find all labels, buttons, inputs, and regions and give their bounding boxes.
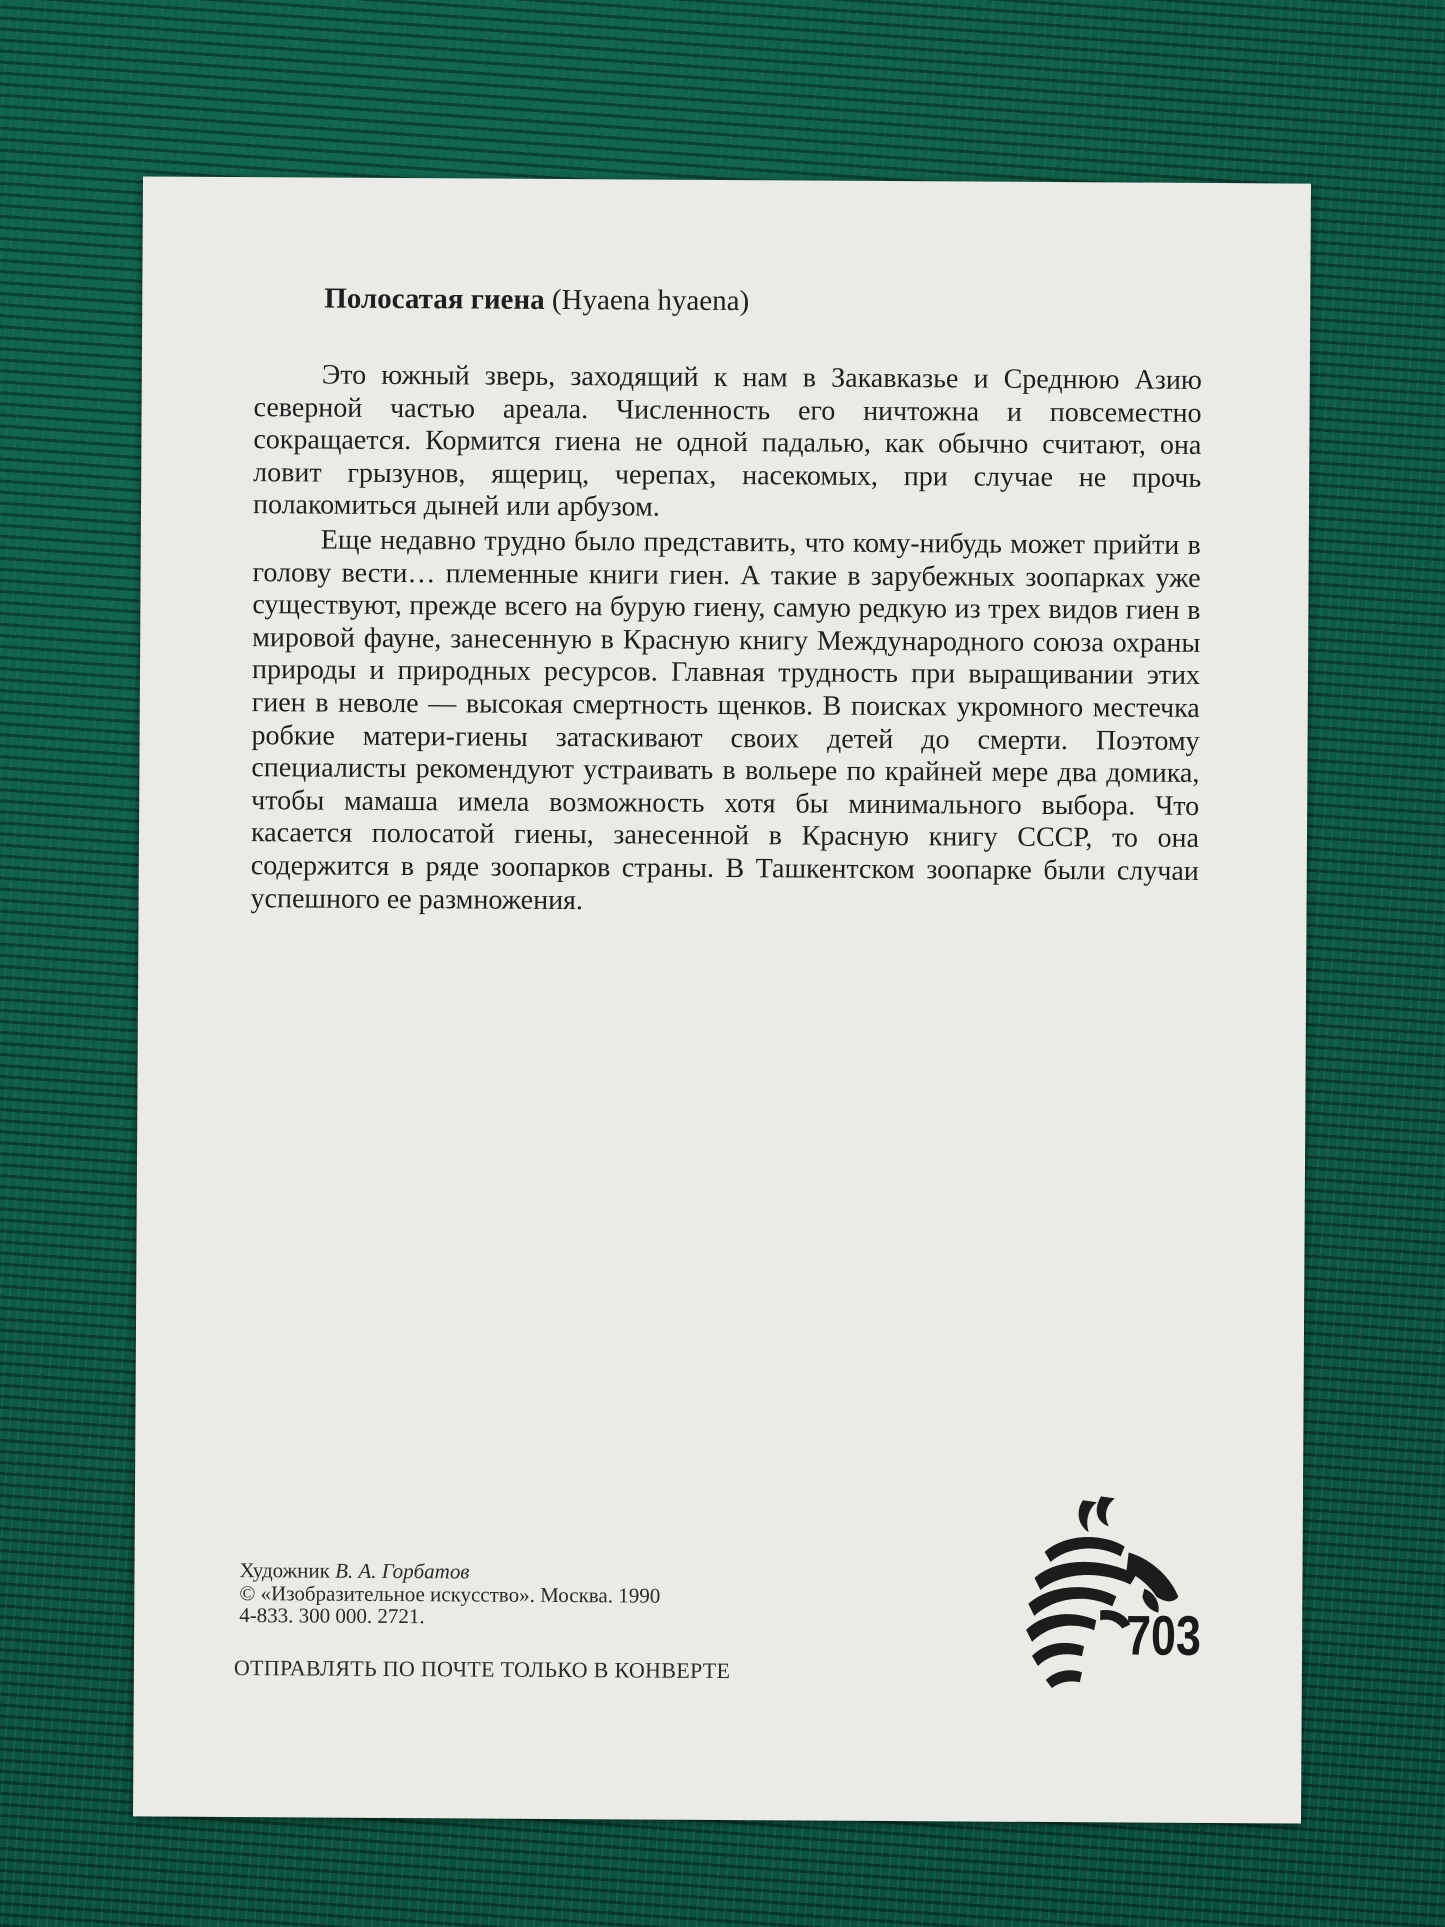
postcard-back: [133, 176, 1311, 1823]
logo-number: 703: [1125, 1603, 1202, 1667]
credits: [239, 1559, 660, 1629]
code-line: 4-833. 300 000. 2721.: [239, 1603, 425, 1629]
artist-name: В. А. Горбатов: [335, 1558, 470, 1584]
title-russian: Полосатая гиена: [324, 282, 545, 316]
artist-line: [239, 1559, 660, 1584]
paragraph-2: Еще недавно трудно было представить, что кому-нибудь может прийти в голову вести… племенные книги гиен. А такие в зарубежных зоопарках уже существуют, прежде всего на бурую гиену, самую редкую из трех видов гиен в мировой фауне, занесенную в Красную книгу Международного союза охраны природы и природных ресурсов. Главная трудность при выращивании этих гиен в неволе — высокая смертность щенков. В поисках укромного местечка робкие матери-гиены затаскивают своих детей до смерти. Поэтому специалисты рекомендуют устраивать в вольере по крайней мере два домика, чтобы мамаша имела возможность хотя бы минимального выбора. Что касается полосатой гиены, занесенной в Красную книгу СССР, то она содержится в ряде зоопарков страны. В Ташкентском зоопарке были случаи успешного ее размножения.: [250, 524, 1201, 916]
article-title: [324, 282, 1202, 321]
title-latin: (Hyaena hyaena): [551, 283, 750, 318]
copyright-line: © «Изобразительное искусство». Москва. 1990: [239, 1580, 661, 1608]
mail-notice: ОТПРАВЛЯТЬ ПО ПОЧТЕ ТОЛЬКО В КОНВЕРТЕ: [233, 1655, 731, 1684]
article: [250, 281, 1202, 923]
artist-label: Художник: [239, 1558, 330, 1583]
paragraph-1: Это южный зверь, заходящий к нам в Закавказье и Среднюю Азию северной частью ареала. Численность его ничтожна и повсеместно сокращается. Кормится гиена не одной падалью, как обычно считают, она ловит грызунов, ящериц, черепах, насекомых, при случае не прочь полакомиться дыней или арбузом.: [252, 359, 1202, 523]
